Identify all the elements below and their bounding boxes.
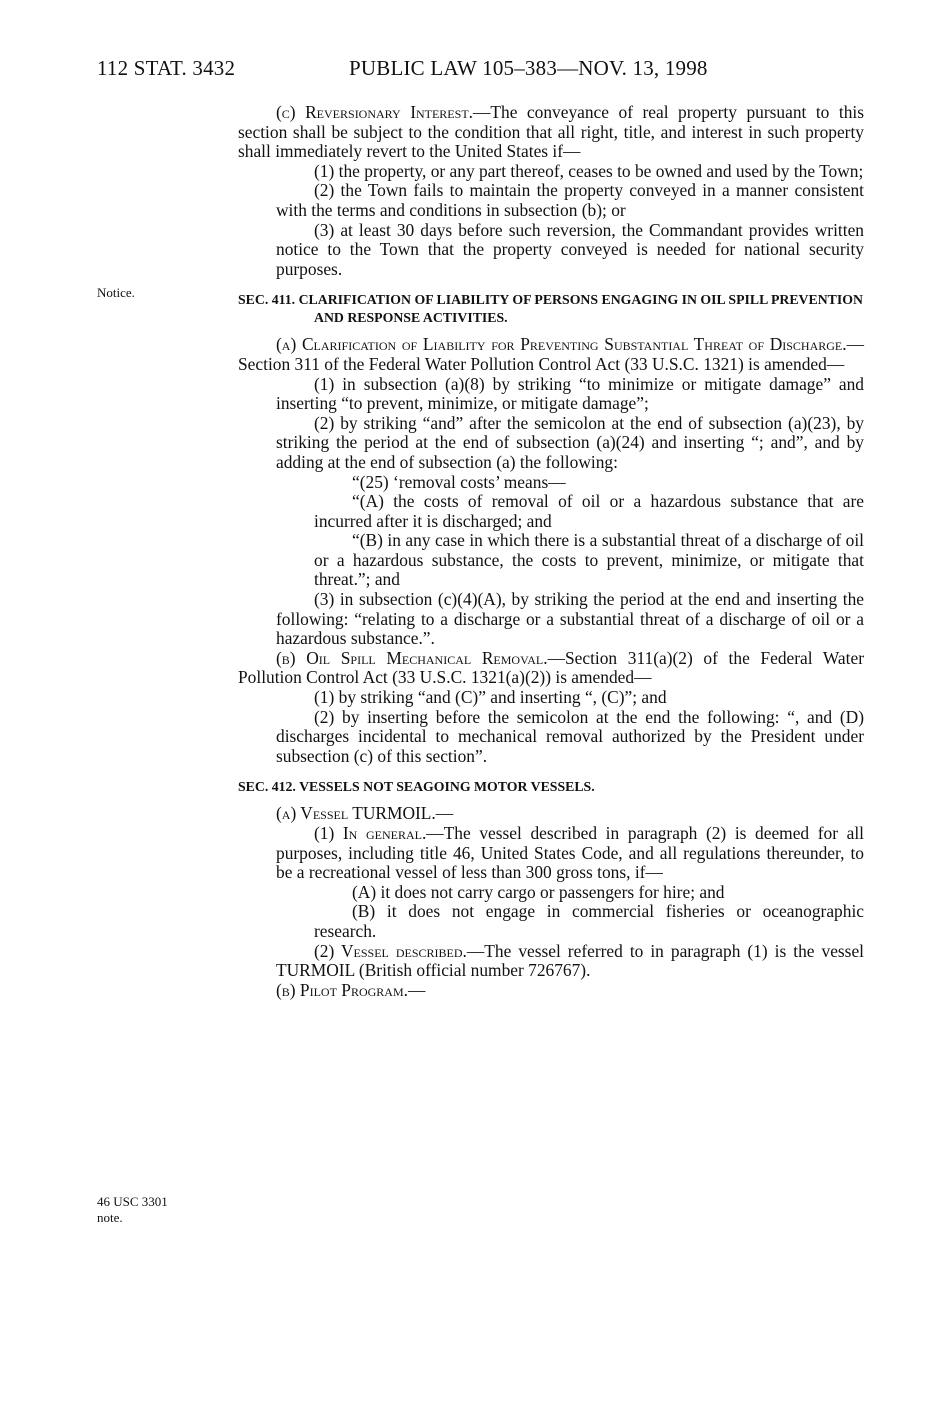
reversion-item-1: (1) the property, or any part thereof, ceases to be owned and used by the Town; [314,160,864,181]
sec-411-heading: SEC. 411. CLARIFICATION OF LIABILITY OF PERSONS ENGAGING IN OIL SPILL PREVENTION AND RESPONSE ACTIVITIES. [238,292,863,326]
document-body [238,103,864,1000]
reversion-item-2: (2) the Town fails to maintain the property conveyed in a manner consistent with the terms and conditions in subsection (b); or [276,180,864,220]
sec-412-b-paragraph [238,981,864,1001]
reversionary-interest-paragraph: (c) Reversionary Interest.—The conveyance of real property pursuant to this section shall be subject to the condition that all right, title, and interest in such property shall immediately revert to the United States if— [238,102,864,162]
sec-411-b-heading: (b) Oil Spill Mechanical Removal. [276,647,548,668]
sec-412-a1-heading: (1) In general. [314,823,427,843]
sec-411-a1: (1) in subsection (a)(8) by striking “to minimize or mitigate damage” and inserting “to prevent, minimize, or mitigate damage”; [276,373,864,414]
margin-note-notice: Notice. [97,285,135,300]
sec-412-a1-B: (B) it does not engage in commercial fisheries or oceanographic research. [314,901,864,941]
reversion-item-3: (3) at least 30 days before such reversion, the Commandant provides written notice to the Town that the property conveyed is needed for national security purposes. [276,219,864,279]
stat-citation: 112 STAT. 3432 [97,56,236,80]
sec-412-heading: SEC. 412. VESSELS NOT SEAGOING MOTOR VESSELS. [238,779,595,795]
sec-412-a1-A: (A) it does not carry cargo or passengers for hire; and [352,881,725,902]
sec-411-a3: (3) in subsection (c)(4)(A), by striking the period at the end and inserting the following: “relating to a discharge or a substantial threat of a discharge of oil or a hazardous substance.”. [276,589,864,649]
sec-412-a-heading: (a) Vessel TURMOIL.— [276,803,454,824]
public-law-title: PUBLIC LAW 105–383—NOV. 13, 1998 [349,56,708,80]
removal-costs-A: “(A) the costs of removal of oil or a hazardous substance that are incurred after it is discharged; and [314,491,864,531]
sec-411-b1: (1) by striking “and (C)” and inserting “, (C)”; and [314,687,667,708]
sec-411-a-heading: (a) Clarification of Liability for Preventing Substantial Threat of Discharge. [276,334,847,355]
sec-411-b2: (2) by inserting before the semicolon at the end the following: “, and (D) discharges incidental to mechanical removal authorized by the President under subsection (c) of this section”. [276,706,864,766]
reversionary-interest-heading: (c) Reversionary Interest. [276,102,473,122]
sec-412-a1-paragraph: (1) In general.—The vessel described in paragraph (2) is deemed for all purposes, including title 46, United States Code, and all regulations thereunder, to be a recreational vessel of less than 300 gross tons, if— [276,823,864,883]
sec-411-b-paragraph: (b) Oil Spill Mechanical Removal.—Section 311(a)(2) of the Federal Water Pollution Control Act (33 U.S.C. 1321(a)(2)) is amended— [238,647,864,688]
margin-note-usc: 46 USC 3301 note. [97,1194,168,1225]
sec-412-a2-paragraph: (2) Vessel described.—The vessel referred to in paragraph (1) is the vessel TURMOIL (British official number 726767). [276,940,865,981]
removal-costs-B: “(B) in any case in which there is a substantial threat of a discharge of oil or a hazardous substance, the costs to prevent, minimize, or mitigate that threat.”; and [314,530,864,590]
sec-412-b-heading: (b) Pilot Program.— [276,979,426,1000]
removal-costs-definition: “(25) ‘removal costs’ means— [352,471,566,492]
page-header [97,56,817,86]
sec-412-a2-heading: (2) Vessel described. [314,940,467,961]
sec-411-a-paragraph: (a) Clarification of Liability for Preventing Substantial Threat of Discharge.—Section 311 of the Federal Water Pollution Control Act (33 U.S.C. 1321) is amended— [238,334,864,374]
sec-412-a-paragraph [238,804,864,824]
sec-411-a2: (2) by striking “and” after the semicolon at the end of subsection (a)(23), by striking the period at the end of subsection (a)(24) and inserting “; and”, and by adding at the end of subsection (a) the following: [276,412,864,472]
